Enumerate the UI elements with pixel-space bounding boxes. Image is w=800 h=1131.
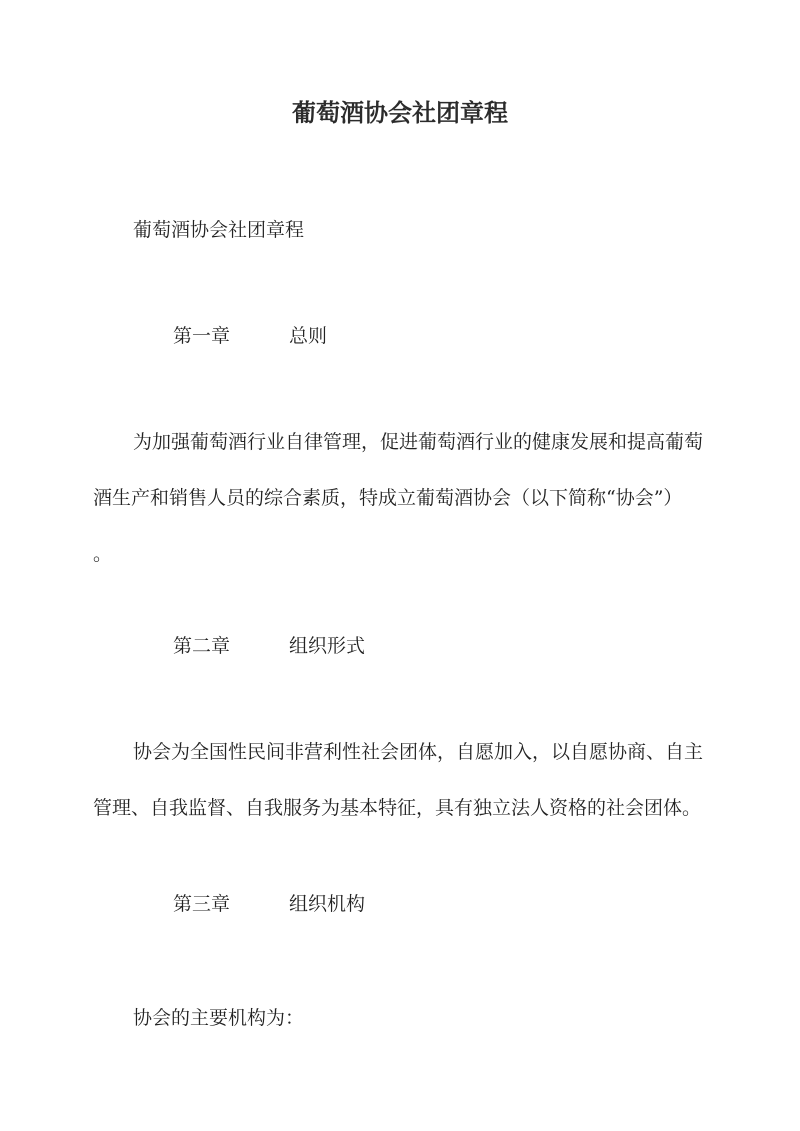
subtitle-text: 葡萄酒协会社团章程 bbox=[133, 219, 305, 241]
chapter-1-number: 第一章 bbox=[173, 325, 231, 347]
chapter-1-line-1: 为加强葡萄酒行业自律管理，促进葡萄酒行业的健康发展和提高葡萄 bbox=[133, 431, 704, 453]
chapter-3-number: 第三章 bbox=[173, 893, 231, 915]
chapter-2-line-1: 协会为全国性民间非营利性社会团体，自愿加入，以自愿协商、自主 bbox=[133, 741, 704, 763]
chapter-1-heading bbox=[93, 308, 713, 364]
chapter-1-paragraph bbox=[93, 414, 713, 582]
document-subtitle bbox=[93, 202, 713, 258]
chapter-1-line-3: 。 bbox=[93, 543, 113, 565]
chapter-1-name: 总则 bbox=[289, 325, 328, 347]
document-title: 葡萄酒协会社团章程 bbox=[292, 98, 508, 127]
chapter-3-heading bbox=[93, 876, 713, 932]
chapter-2-number: 第二章 bbox=[173, 635, 231, 657]
chapter-1-line-2: 酒生产和销售人员的综合素质，特成立葡萄酒协会（以下简称“协会”） bbox=[93, 487, 683, 509]
chapter-2-heading bbox=[93, 618, 713, 674]
chapter-2-name: 组织形式 bbox=[289, 635, 366, 657]
chapter-3-name: 组织机构 bbox=[289, 893, 366, 915]
chapter-3-paragraph bbox=[93, 990, 713, 1046]
chapter-2-line-2: 管理、自我监督、自我服务为基本特征，具有独立法人资格的社会团体。 bbox=[93, 797, 702, 819]
chapter-3-line-1: 协会的主要机构为： bbox=[133, 1007, 305, 1029]
chapter-2-paragraph bbox=[93, 724, 713, 836]
